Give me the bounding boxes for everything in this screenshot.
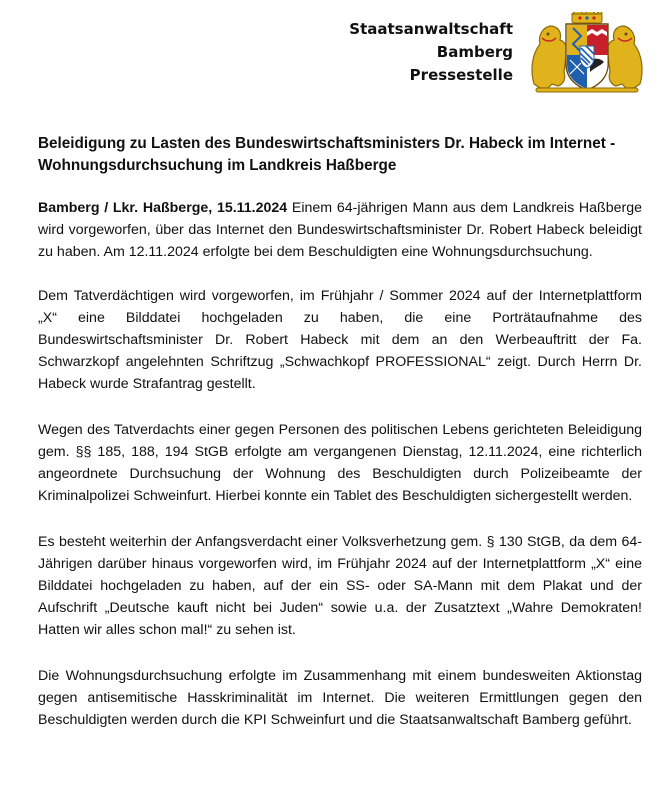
- crown-icon: [572, 12, 602, 23]
- paragraph-intro: [38, 197, 642, 263]
- dateline: Bamberg / Lkr. Haßberge, 15.11.2024: [38, 200, 288, 216]
- press-release-title: Beleidigung zu Lasten des Bundeswirtschaftsministers Dr. Habeck im Internet - Wohnungsdurchsuchung im Landkreis Haßberge: [38, 135, 616, 174]
- bavarian-coat-of-arms-icon: [528, 12, 646, 94]
- shield-icon: [566, 24, 608, 90]
- letterhead-line-authority: Staatsanwaltschaft: [349, 20, 513, 38]
- letterhead-line-office: Pressestelle: [409, 66, 513, 84]
- paragraph-context: Die Wohnungsdurchsuchung erfolgte im Zusammenhang mit einem bundesweiten Aktionstag gegen antisemitische Hasskriminalität im Internet. Die weiteren Ermittlungen gegen den Beschuldigten werden durch die KPI Schweinfurt und die Staatsanwaltschaft Bamberg geführt.: [38, 668, 642, 728]
- paragraph-accusation: Dem Tatverdächtigen wird vorgeworfen, im Frühjahr / Sommer 2024 auf der Internetplattform „X“ eine Bilddatei hochgeladen zu haben, die eine Porträtaufnahme des Bundeswirtschaftsminister Dr. Robert Habeck mit dem an den Werbeauftritt der Fa. Schwarzkopf angelehnten Schriftzug „Schwachkopf PROFESSIONAL“ zeigt. Durch Herrn Dr. Habeck wurde Strafantrag gestellt.: [38, 288, 642, 392]
- paragraph-incitement: Es besteht weiterhin der Anfangsverdacht einer Volksverhetzung gem. § 130 StGB, da dem 64-Jährigen darüber hinaus vorgeworfen wird, im Frühjahr 2024 auf der Internetplattform „X“ eine Bilddatei hochgeladen zu haben, auf der ein SS- oder SA-Mann mit dem Plakat und der Aufschrift „Deutsche kauft nicht bei Juden“ sowie u.a. der Zusatztext „Wahre Demokraten! Hatten wir alles schon mal!“ zu sehen ist.: [38, 534, 642, 638]
- left-lion-icon: [532, 26, 567, 88]
- letterhead: [349, 18, 513, 87]
- press-release-body: [38, 197, 642, 755]
- letterhead-line-city: Bamberg: [436, 43, 513, 61]
- intro-text: Einem 64-jährigen Mann aus dem Landkreis Haßberge wird vorgeworfen, über das Internet den Bundeswirtschaftsminister Dr. Robert Habeck beleidigt zu haben. Am 12.11.2024 erfolgte bei dem Beschuldigten eine Wohnungsdurchsuchung.: [38, 200, 642, 260]
- right-lion-icon: [607, 26, 642, 88]
- paragraph-search: Wegen des Tatverdachts einer gegen Personen des politischen Lebens gerichteten Beleidigung gem. §§ 185, 188, 194 StGB erfolgte am vergangenen Dienstag, 12.11.2024, eine richterlich angeordnete Durchsuchung der Wohnung des Beschuldigten durch Polizeibeamte der Kriminalpolizei Schweinfurt. Hierbei konnte ein Tablet des Beschuldigten sichergestellt werden.: [38, 422, 642, 504]
